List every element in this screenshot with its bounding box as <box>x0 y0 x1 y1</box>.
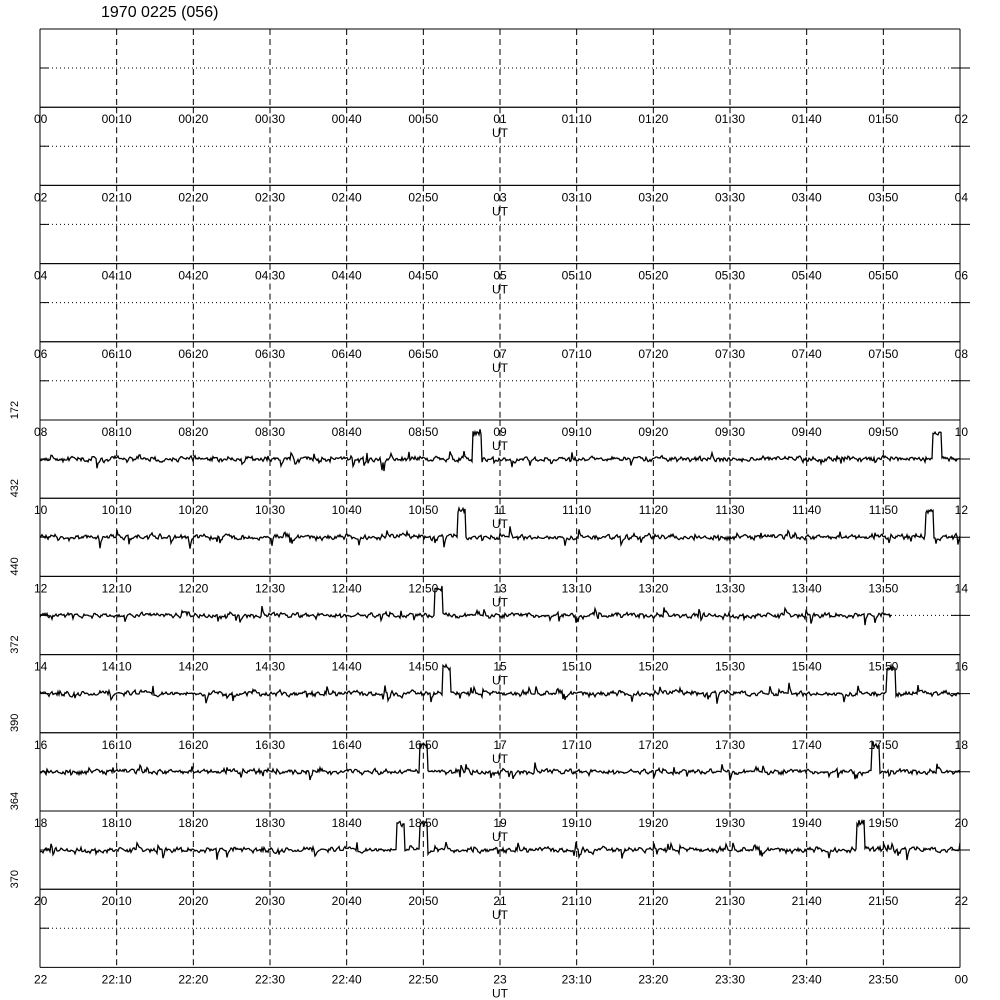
tick-label: 09:10 <box>561 425 592 439</box>
row-20 <box>9 811 970 922</box>
tick-label: 11:30 <box>715 503 745 518</box>
tick-label: 06:20 <box>178 346 209 361</box>
tick-label: 19:40 <box>791 816 822 830</box>
tick-label: 16:20 <box>178 737 209 752</box>
row-00 <box>34 29 970 140</box>
row-14 <box>9 576 970 687</box>
tick-label: 02:20 <box>178 190 209 205</box>
tick-label: 05:30 <box>714 268 746 283</box>
axis-unit-label: UT <box>492 439 508 453</box>
tick-label: 20:40 <box>331 894 362 909</box>
axis-unit-label: UT <box>492 751 508 766</box>
tick-label: 18:50 <box>408 816 439 830</box>
tick-label: 06 <box>34 346 48 361</box>
tick-label: 05:10 <box>561 268 592 283</box>
tick-label: 21:50 <box>868 894 899 909</box>
tick-label: 08 <box>34 425 48 439</box>
tick-label: 08:10 <box>101 425 132 439</box>
tick-label: 05:50 <box>868 268 899 283</box>
tick-label: 02:10 <box>101 190 132 205</box>
tick-label: 21 <box>493 894 507 909</box>
tick-label: 05 <box>493 268 507 283</box>
axis-unit-label: UT <box>492 282 508 297</box>
tick-label: 12:20 <box>178 581 209 596</box>
tick-label: 21:40 <box>791 894 822 909</box>
tick-label: 16:30 <box>254 737 286 752</box>
amplitude-scale-label: 364 <box>9 791 21 811</box>
tick-label: 20:30 <box>254 894 286 909</box>
tick-label: 14 <box>34 659 48 674</box>
tick-label: 11:20 <box>638 503 668 518</box>
tick-label: 13:50 <box>868 581 899 596</box>
tick-label: 00:40 <box>331 112 362 127</box>
tick-label: 07:20 <box>638 346 669 361</box>
tick-label: 20 <box>954 816 968 830</box>
tick-label: 20:20 <box>178 894 209 909</box>
tick-label: 07:30 <box>714 346 746 361</box>
tick-label: 09:40 <box>791 425 822 439</box>
tick-label: 02 <box>954 112 968 127</box>
axis-unit-label: UT <box>492 204 508 219</box>
tick-label: 11:10 <box>562 503 592 518</box>
tick-label: 04:30 <box>254 268 286 283</box>
axis-unit-label: UT <box>492 126 508 141</box>
tick-label: 01:20 <box>638 112 669 127</box>
amplitude-scale-label: 432 <box>9 479 21 498</box>
tick-label: 05:40 <box>791 268 822 283</box>
tick-label: 15:20 <box>638 659 669 674</box>
amplitude-scale-label: 440 <box>9 557 21 576</box>
amplitude-scale-label: 390 <box>9 713 21 732</box>
tick-label: 10:30 <box>254 503 286 518</box>
tick-label: 10:20 <box>178 503 209 518</box>
tick-label: 16 <box>954 659 968 674</box>
tick-label: 08 <box>954 346 968 361</box>
tick-label: 22:50 <box>408 972 439 987</box>
tick-label: 06 <box>954 268 968 283</box>
tick-label: 14:40 <box>331 659 362 674</box>
tick-label: 17:10 <box>561 737 592 752</box>
tick-label: 01:40 <box>791 112 822 127</box>
tick-label: 02:40 <box>331 190 362 205</box>
axis-unit-label: UT <box>492 830 508 844</box>
tick-label: 13:30 <box>714 581 746 596</box>
tick-label: 18 <box>34 816 48 830</box>
amplitude-scale-label: 370 <box>9 870 21 889</box>
tick-label: 02:30 <box>254 190 286 205</box>
tick-label: 13:40 <box>791 581 822 596</box>
tick-label: 16 <box>34 737 48 752</box>
tick-label: 01:50 <box>868 112 899 127</box>
tick-label: 21:30 <box>714 894 746 909</box>
tick-label: 03:30 <box>714 190 746 205</box>
tick-label: 15:10 <box>561 659 592 674</box>
tick-label: 13 <box>493 581 507 596</box>
tick-label: 17:30 <box>714 737 746 752</box>
tick-label: 00:20 <box>178 112 209 127</box>
tick-label: 07:40 <box>791 346 822 361</box>
tick-label: 17:50 <box>868 737 899 752</box>
tick-label: 04 <box>34 268 48 283</box>
tick-label: 12:40 <box>331 581 362 596</box>
tick-label: 18:20 <box>178 816 209 830</box>
tick-label: 20:50 <box>408 894 439 909</box>
tick-label: 04:20 <box>178 268 209 283</box>
tick-label: 22:30 <box>254 972 286 987</box>
tick-label: 07 <box>493 346 507 361</box>
tick-label: 23:40 <box>791 972 822 987</box>
tick-label: 04:10 <box>101 268 132 283</box>
tick-label: 22 <box>34 972 48 987</box>
tick-label: 03:10 <box>561 190 592 205</box>
tick-label: 11:50 <box>868 503 898 518</box>
tick-label: 23:30 <box>714 972 746 987</box>
tick-label: 00 <box>34 112 48 127</box>
tick-label: 04:50 <box>408 268 439 283</box>
tick-label: 22 <box>954 894 968 909</box>
tick-label: 14 <box>954 581 968 596</box>
tick-label: 06:10 <box>101 346 132 361</box>
row-16 <box>9 655 970 766</box>
tick-label: 14:30 <box>254 659 286 674</box>
tick-label: 10:50 <box>408 503 439 518</box>
tick-label: 21:10 <box>561 894 592 909</box>
tick-label: 04 <box>954 190 968 205</box>
amplitude-scale-label: 372 <box>9 635 21 654</box>
tick-label: 10 <box>954 425 968 439</box>
tick-label: 14:20 <box>178 659 209 674</box>
tick-label: 16:10 <box>101 737 132 752</box>
tick-label: 11:40 <box>792 503 822 518</box>
tick-label: 12:50 <box>408 581 439 596</box>
tick-label: 00:50 <box>408 112 439 127</box>
tick-label: 08:30 <box>254 425 286 439</box>
tick-label: 22:40 <box>331 972 362 987</box>
tick-label: 19 <box>493 816 507 830</box>
tick-label: 09:50 <box>868 425 899 439</box>
row-10 <box>9 420 970 531</box>
tick-label: 23:20 <box>638 972 669 987</box>
tick-label: 11 <box>493 503 507 518</box>
tick-label: 09:30 <box>714 425 746 439</box>
tick-label: 17:20 <box>638 737 669 752</box>
tick-label: 22:20 <box>178 972 209 987</box>
row-12 <box>9 498 970 609</box>
tick-label: 03:50 <box>868 190 899 205</box>
tick-label: 12 <box>954 503 968 518</box>
tick-label: 01:10 <box>561 112 592 127</box>
tick-label: 08:50 <box>408 425 439 439</box>
axis-unit-label: UT <box>492 986 508 1000</box>
tick-label: 20:10 <box>101 894 132 909</box>
amplitude-scale-label: 172 <box>9 400 21 420</box>
tick-label: 07:10 <box>561 346 592 361</box>
tick-label: 19:10 <box>561 816 592 830</box>
tick-label: 00:30 <box>254 112 286 127</box>
axis-unit-label: UT <box>492 673 508 688</box>
tick-label: 12:10 <box>101 581 132 596</box>
tick-label: 09:20 <box>638 425 669 439</box>
tick-label: 00:10 <box>101 112 132 127</box>
chart-title: 1970 0225 (056) <box>101 4 219 21</box>
tick-label: 16:50 <box>408 737 439 752</box>
tick-label: 23:10 <box>561 972 592 987</box>
tick-label: 20 <box>34 894 48 909</box>
tick-label: 17:40 <box>791 737 822 752</box>
tick-label: 16:40 <box>331 737 362 752</box>
axis-unit-label: UT <box>492 595 508 610</box>
tick-label: 12:30 <box>254 581 286 596</box>
tick-label: 07:50 <box>868 346 899 361</box>
tick-label: 15:40 <box>791 659 822 674</box>
tick-label: 18:40 <box>331 816 362 830</box>
tick-label: 23 <box>493 972 507 987</box>
tick-label: 19:30 <box>714 816 746 830</box>
tick-label: 17 <box>493 737 507 752</box>
tick-label: 04:40 <box>331 268 362 283</box>
tick-label: 00 <box>954 972 968 987</box>
tick-label: 03:20 <box>638 190 669 205</box>
tick-label: 01 <box>493 112 507 127</box>
tick-label: 12 <box>34 581 48 596</box>
tick-label: 10:40 <box>331 503 362 518</box>
tick-label: 10:10 <box>101 503 132 518</box>
tick-label: 18 <box>954 737 968 752</box>
tick-label: 06:40 <box>331 346 362 361</box>
tick-label: 21:20 <box>638 894 669 909</box>
tick-label: 14:50 <box>408 659 439 674</box>
tick-label: 06:30 <box>254 346 286 361</box>
tick-label: 02:50 <box>408 190 439 205</box>
tick-label: 18:10 <box>101 816 132 830</box>
tick-label: 05:20 <box>638 268 669 283</box>
tick-label: 08:20 <box>178 425 209 439</box>
tick-label: 15:50 <box>868 659 899 674</box>
tick-label: 08:40 <box>331 425 362 439</box>
tick-label: 01:30 <box>714 112 746 127</box>
tick-label: 18:30 <box>254 816 286 830</box>
tick-label: 03 <box>493 190 507 205</box>
axis-unit-label: UT <box>492 517 508 532</box>
axis-unit-label: UT <box>492 360 508 375</box>
axis-unit-label: UT <box>492 908 508 923</box>
tick-label: 15 <box>493 659 507 674</box>
tick-label: 10 <box>34 503 48 518</box>
tick-label: 19:20 <box>638 816 669 830</box>
tick-label: 22:10 <box>101 972 132 987</box>
tick-label: 23:50 <box>868 972 899 987</box>
tick-label: 09 <box>493 425 507 439</box>
tick-label: 13:20 <box>638 581 669 596</box>
tick-label: 03:40 <box>791 190 822 205</box>
tick-label: 13:10 <box>561 581 592 596</box>
row-08 <box>9 342 970 453</box>
row-18 <box>9 733 970 844</box>
tick-label: 19:50 <box>868 816 899 830</box>
seismic-trace <box>40 586 891 625</box>
tick-label: 15:30 <box>714 659 746 674</box>
tick-label: 06:50 <box>408 346 439 361</box>
tick-label: 02 <box>34 190 48 205</box>
tick-label: 14:10 <box>101 659 132 674</box>
